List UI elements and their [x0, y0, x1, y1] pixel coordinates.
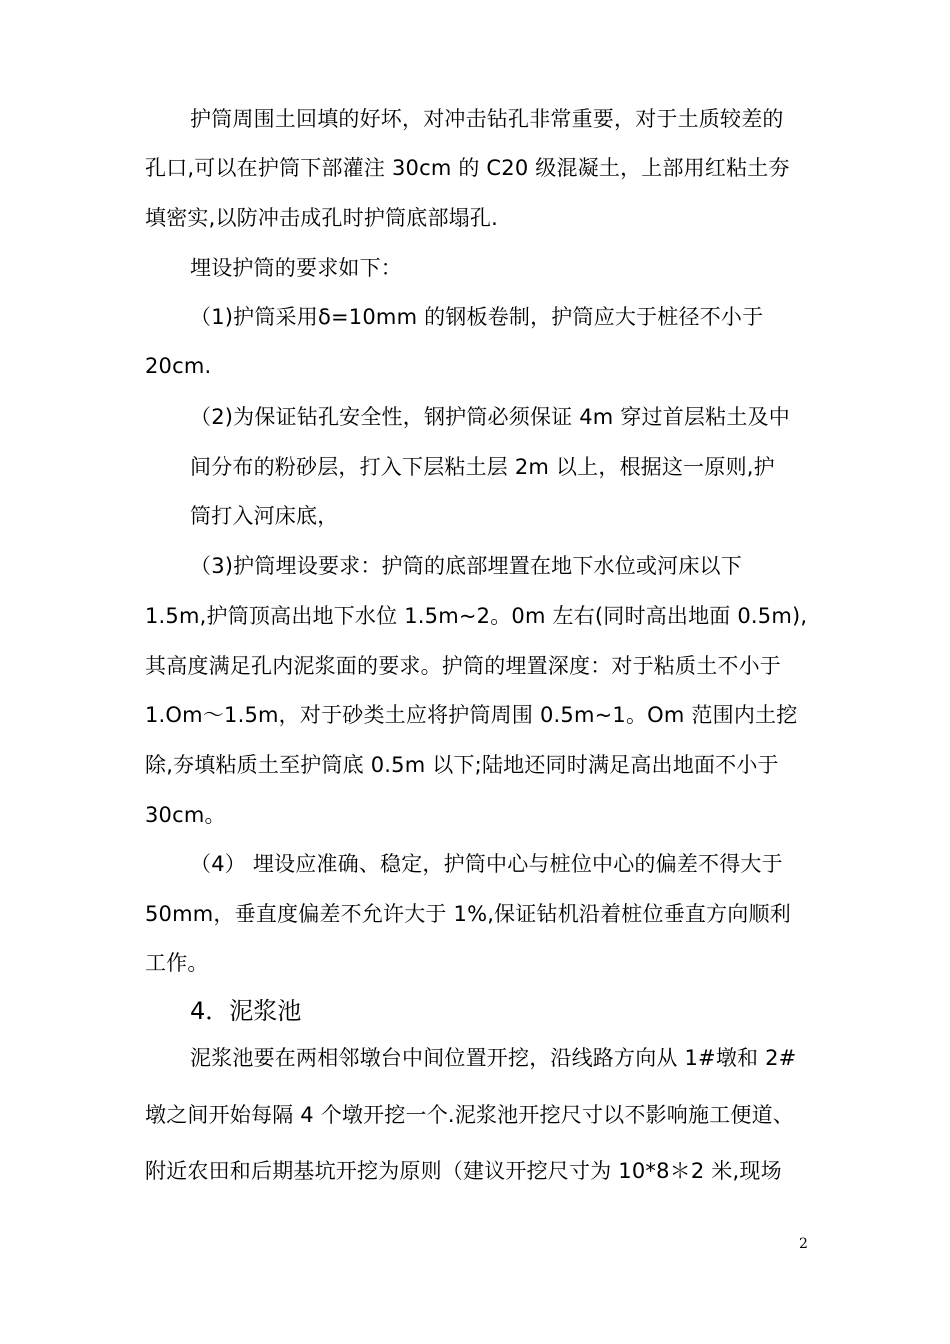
- paragraph-line: 泥浆池要在两相邻墩台中间位置开挖，沿线路方向从 1#墩和 2#: [190, 1046, 797, 1070]
- page-number: 2: [799, 1236, 808, 1252]
- paragraph-line: 填密实,以防冲击成孔时护筒底部塌孔.: [145, 206, 498, 230]
- list-item-line: 其高度满足孔内泥浆面的要求。护筒的埋置深度：对于粘质土不小于: [145, 654, 781, 678]
- paragraph-line: 墩之间开始每隔 4 个墩开挖一个.泥浆池开挖尺寸以不影响施工便道、: [145, 1103, 794, 1127]
- list-item-line: 间分布的粉砂层，打入下层粘土层 2m 以上，根据这一原则,护: [190, 455, 775, 479]
- list-item-line: 工作。: [145, 951, 209, 975]
- paragraph-line: 孔口,可以在护筒下部灌注 30cm 的 C20 级混凝土，上部用红粘土夯: [145, 156, 790, 180]
- list-item-line: （2)为保证钻孔安全性，钢护筒必须保证 4m 穿过首层粘土及中: [190, 405, 790, 429]
- paragraph-line: 附近农田和后期基坑开挖为原则（建议开挖尺寸为 10*8＊2 米,现场: [145, 1159, 782, 1183]
- list-item-line: 1.5m,护筒顶高出地下水位 1.5m~2。0m 左右(同时高出地面 0.5m),: [145, 604, 808, 628]
- paragraph-line: 护筒周围土回填的好坏，对冲击钻孔非常重要，对于土质较差的: [190, 107, 784, 131]
- paragraph-line: 埋设护筒的要求如下：: [190, 256, 402, 280]
- list-item-line: 50mm，垂直度偏差不允许大于 1%,保证钻机沿着桩位垂直方向顺利: [145, 902, 791, 926]
- list-item-line: 20cm.: [145, 354, 212, 378]
- list-item-line: 除,夯填粘质土至护筒底 0.5m 以下;陆地还同时满足高出地面不小于: [145, 753, 779, 777]
- list-item-line: 30cm。: [145, 803, 226, 827]
- list-item-line: （4） 埋设应准确、稳定，护筒中心与桩位中心的偏差不得大于: [190, 852, 783, 876]
- list-item-line: 1.Om～1.5m，对于砂类土应将护筒周围 0.5m~1。Om 范围内土挖: [145, 703, 798, 727]
- list-item-line: 筒打入河床底，: [190, 504, 339, 528]
- list-item-line: （1)护筒采用δ=10mm 的钢板卷制，护筒应大于桩径不小于: [190, 305, 764, 329]
- section-heading: 4．泥浆池: [190, 997, 302, 1025]
- list-item-line: （3)护筒埋设要求：护筒的底部埋置在地下水位或河床以下: [190, 554, 742, 578]
